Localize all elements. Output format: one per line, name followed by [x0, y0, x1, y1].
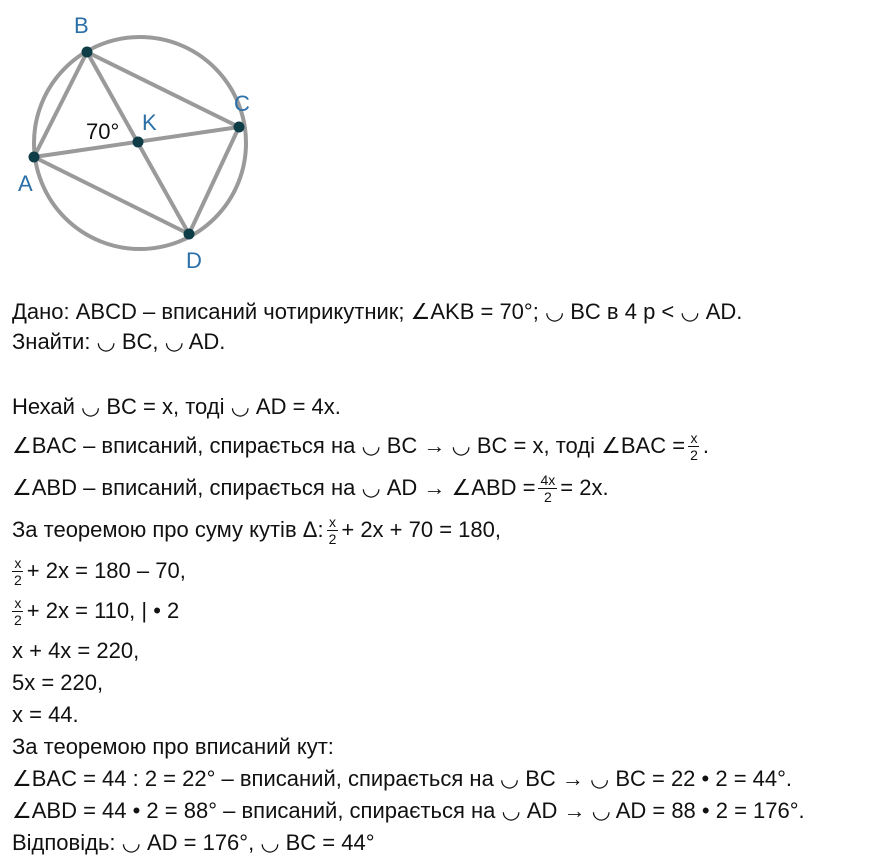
point-b: [82, 47, 93, 58]
abd-line: ∠ABD – вписаний, спирається на ◡ AD → ∠ABD = $\frac{4x}{2}$ = 2x.: [12, 471, 609, 505]
bac-result-line: ∠BAC = 44 : 2 = 22° – вписаний, спирається на ◡ BC → ◡ BC = 22 • 2 = 44°.: [12, 766, 793, 791]
fraction-4x-over-2: $\frac{4x}{2}$: [540, 471, 556, 505]
equation-line-1: $\frac{x}{2}$ + 2x = 180 – 70,: [14, 554, 186, 588]
equation-line-2: $\frac{x}{2}$ + 2x = 110, | • 2: [14, 594, 180, 628]
fraction-x-over-2: $\frac{x}{2}$: [14, 594, 22, 628]
fraction-x-over-2: $\frac{x}{2}$: [14, 554, 22, 588]
point-d: [184, 229, 195, 240]
point-a: [29, 152, 40, 163]
label-b: B: [74, 13, 89, 38]
inscribed-quadrilateral-figure: [0, 0, 270, 280]
abd-result-line: ∠ABD = 44 • 2 = 88° – вписаний, спирається на ◡ AD → ◡ AD = 88 • 2 = 176°.: [12, 798, 805, 823]
label-c: C: [234, 91, 250, 116]
point-k: [133, 137, 144, 148]
label-d: D: [186, 248, 202, 273]
answer-line: Відповідь: ◡ AD = 176°, ◡ BC = 44°: [12, 830, 375, 855]
equation-line-3: x + 4x = 220,: [12, 638, 140, 663]
equation-line-4: 5x = 220,: [12, 670, 104, 695]
label-a: A: [18, 171, 33, 196]
inscribed-angle-theorem-line: За теоремою про вписаний кут:: [12, 734, 334, 759]
equation-line-5: x = 44.: [12, 702, 79, 727]
find-line: Знайти: ◡ BC, ◡ AD.: [12, 329, 226, 354]
triangle-sum-line: За теоремою про суму кутів Δ: $\frac{x}{2}$ + 2x + 70 = 180,: [12, 513, 501, 547]
label-k: K: [142, 110, 157, 135]
let-line: Нехай ◡ BC = x, тоді ◡ AD = 4x.: [12, 394, 341, 419]
bac-line: ∠BAC – вписаний, спирається на ◡ BC → ◡ BC = x, тоді ∠BAC = $\frac{x}{2}$ .: [12, 429, 709, 463]
given-line: Дано: ABCD – вписаний чотирикутник; ∠AKB = 70°; ◡ BC в 4 р < ◡ AD.: [12, 299, 743, 324]
fraction-x-over-2: $\frac{x}{2}$: [328, 513, 337, 547]
fraction-x-over-2: $\frac{x}{2}$: [690, 429, 698, 463]
point-c: [234, 122, 245, 133]
angle-label: 70°: [86, 119, 120, 144]
